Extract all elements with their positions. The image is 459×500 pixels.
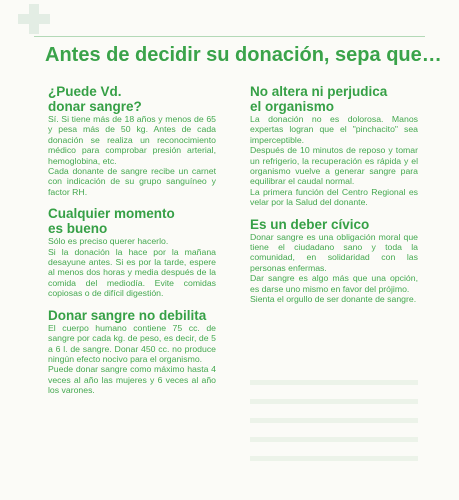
- paragraph: Donar sangre es una obligación moral que tiene el ciudadano sano y toda la comunidad, en solidaridad con las personas enfermas.: [250, 231, 418, 273]
- heading-line: donar sangre?: [48, 99, 142, 114]
- section-heading: [250, 217, 418, 232]
- bleed-line: [250, 380, 418, 385]
- heading-line: el organismo: [250, 99, 335, 114]
- paragraph: Sienta el orgullo de ser donante de sangre.: [250, 294, 417, 305]
- right-column: [250, 84, 418, 314]
- section-heading: [250, 84, 418, 114]
- page-title: Antes de decidir su donación, sepa que…: [45, 44, 442, 66]
- bleed-line: [250, 456, 418, 461]
- section-heading: [48, 84, 216, 114]
- heading-line: Donar sangre no debilita: [48, 307, 207, 323]
- section-puede-donar: [48, 84, 216, 197]
- paragraph: Sí. Si tiene más de 18 años y menos de 65 y pesa más de 50 kg. Antes de cada donación se realiza un reconocimiento médico para comprobar presión arterial, hemoglobina, etc.: [48, 114, 216, 166]
- paragraph: La donación no es dolorosa. Manos expertas logran que el "pinchacito" sea imperceptible.: [250, 114, 418, 145]
- section-no-altera: [250, 84, 418, 208]
- left-column: [48, 84, 216, 405]
- paragraph: La primera función del Centro Regional es velar por la Salud del donante.: [250, 186, 418, 208]
- section-deber-civico: [250, 217, 418, 305]
- bleed-through-lines: [250, 380, 418, 475]
- section-no-debilita: [48, 308, 216, 396]
- paragraph: Después de 10 minutos de reposo y tomar un refrigerio, la recuperación es rápida y el organismo vuelve a generar sangre para equilibrar el caudal normal.: [250, 145, 418, 187]
- bleed-line: [250, 399, 418, 404]
- bleed-line: [250, 437, 418, 442]
- heading-line: Cualquier momento: [48, 206, 175, 222]
- heading-line: Es un deber cívico: [250, 216, 370, 232]
- heading-line: es bueno: [48, 221, 108, 237]
- paragraph: Dar sangre es algo más que una opción, es darse uno mismo en favor del prójimo.: [250, 273, 418, 294]
- bleed-cross-icon: [18, 4, 50, 34]
- paragraph: El cuerpo humano contiene 75 cc. de sangre por cada kg. de peso, es decir, de 5 a 6 l. de sangre. Donar 450 cc. no produce ningún efecto nocivo para el organismo.: [48, 322, 216, 364]
- section-cualquier-momento: [48, 206, 216, 298]
- section-heading: [48, 308, 216, 323]
- paragraph: Sólo es preciso querer hacerlo.: [48, 236, 169, 247]
- header-rule: [34, 36, 425, 37]
- section-heading: [48, 206, 216, 236]
- paragraph: Cada donante de sangre recibe un carnet con indicación de su grupo sanguíneo y factor RH.: [48, 166, 216, 197]
- paragraph: Si la donación la hace por la mañana desayune antes. Si es por la tarde, espere al menos dos horas y media después de la comida del mediodía. Evite comidas copiosas o de difícil digestión.: [48, 246, 216, 299]
- heading-line: ¿Puede Vd.: [48, 84, 122, 99]
- paragraph: Puede donar sangre como máximo hasta 4 veces al año las mujeres y 6 veces al año los varones.: [48, 364, 216, 396]
- bleed-line: [250, 418, 418, 423]
- heading-line: No altera ni perjudica: [250, 84, 388, 99]
